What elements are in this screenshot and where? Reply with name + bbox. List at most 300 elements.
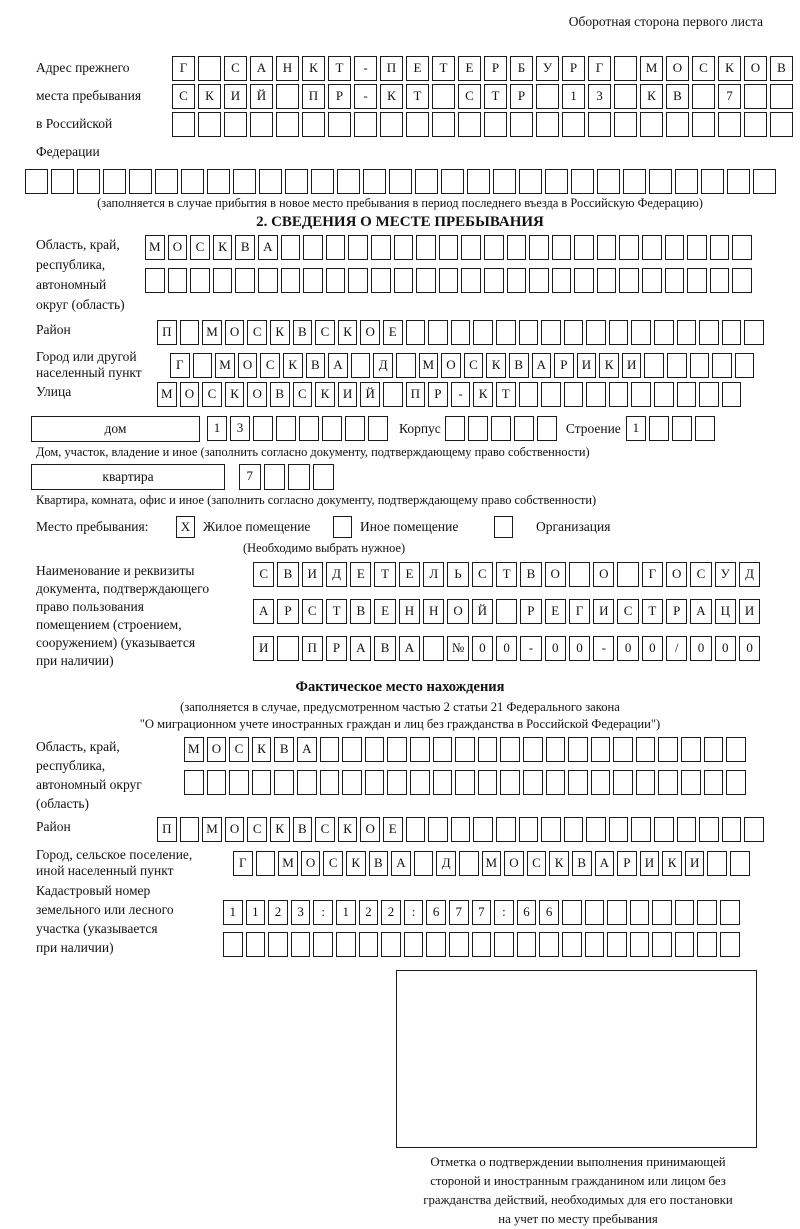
form-cell[interactable]: [348, 268, 368, 293]
form-cell[interactable]: Р: [666, 599, 687, 624]
form-cell[interactable]: [687, 268, 707, 293]
form-cell[interactable]: О: [225, 320, 245, 345]
form-cell[interactable]: [636, 770, 656, 795]
form-cell[interactable]: Т: [642, 599, 663, 624]
form-cell[interactable]: [654, 817, 674, 842]
form-cell[interactable]: [415, 169, 438, 194]
form-cell[interactable]: Г: [233, 851, 253, 876]
form-cell[interactable]: [441, 169, 464, 194]
form-cell[interactable]: Е: [545, 599, 566, 624]
form-cell[interactable]: [704, 770, 724, 795]
form-cell[interactable]: [519, 320, 539, 345]
form-cell[interactable]: К: [662, 851, 682, 876]
form-cell[interactable]: В: [293, 320, 313, 345]
form-cell[interactable]: М: [482, 851, 502, 876]
form-cell[interactable]: [665, 268, 685, 293]
form-cell[interactable]: М: [215, 353, 235, 378]
form-cell[interactable]: [496, 817, 516, 842]
form-cell[interactable]: Р: [510, 84, 533, 109]
form-cell[interactable]: [726, 770, 746, 795]
form-cell[interactable]: Г: [569, 599, 590, 624]
form-cell[interactable]: [451, 320, 471, 345]
form-cell[interactable]: [586, 382, 606, 407]
form-cell[interactable]: [455, 737, 475, 762]
form-cell[interactable]: [718, 112, 741, 137]
form-cell[interactable]: [223, 932, 243, 957]
form-cell[interactable]: -: [520, 636, 541, 661]
form-cell[interactable]: М: [202, 320, 222, 345]
form-cell[interactable]: -: [354, 56, 377, 81]
form-cell[interactable]: С: [692, 56, 715, 81]
form-cell[interactable]: [545, 169, 568, 194]
form-cell[interactable]: Д: [436, 851, 456, 876]
form-cell[interactable]: [461, 268, 481, 293]
form-cell[interactable]: [235, 268, 255, 293]
form-cell[interactable]: [681, 770, 701, 795]
form-cell[interactable]: [552, 235, 572, 260]
form-cell[interactable]: [406, 817, 426, 842]
form-cell[interactable]: О: [168, 235, 188, 260]
form-cell[interactable]: И: [338, 382, 358, 407]
form-cell[interactable]: [371, 235, 391, 260]
form-cell[interactable]: 7: [472, 900, 492, 925]
form-cell[interactable]: [274, 770, 294, 795]
form-cell[interactable]: [727, 169, 750, 194]
form-cell[interactable]: [313, 464, 335, 490]
form-cell[interactable]: [704, 737, 724, 762]
form-cell[interactable]: Р: [554, 353, 574, 378]
form-cell[interactable]: О: [247, 382, 267, 407]
form-cell[interactable]: [675, 169, 698, 194]
form-cell[interactable]: [517, 932, 537, 957]
form-cell[interactable]: И: [739, 599, 760, 624]
form-cell[interactable]: К: [473, 382, 493, 407]
form-cell[interactable]: Р: [562, 56, 585, 81]
form-cell[interactable]: [720, 932, 740, 957]
form-cell[interactable]: [394, 268, 414, 293]
form-cell[interactable]: 1: [562, 84, 585, 109]
form-cell[interactable]: [613, 737, 633, 762]
form-cell[interactable]: [410, 737, 430, 762]
form-cell[interactable]: Ь: [447, 562, 468, 587]
form-cell[interactable]: И: [593, 599, 614, 624]
form-cell[interactable]: К: [270, 817, 290, 842]
form-cell[interactable]: [675, 900, 695, 925]
form-cell[interactable]: [207, 770, 227, 795]
form-cell[interactable]: О: [360, 817, 380, 842]
form-cell[interactable]: В: [666, 84, 689, 109]
form-cell[interactable]: [496, 320, 516, 345]
form-cell[interactable]: [285, 169, 308, 194]
form-cell[interactable]: А: [532, 353, 552, 378]
apartment-type-box[interactable]: квартира: [31, 464, 225, 490]
form-cell[interactable]: [277, 636, 298, 661]
form-cell[interactable]: [536, 112, 559, 137]
form-cell[interactable]: С: [527, 851, 547, 876]
form-cell[interactable]: [433, 770, 453, 795]
form-cell[interactable]: [552, 268, 572, 293]
form-cell[interactable]: Т: [432, 56, 455, 81]
form-cell[interactable]: Т: [374, 562, 395, 587]
form-cell[interactable]: [371, 268, 391, 293]
form-cell[interactable]: [585, 900, 605, 925]
form-cell[interactable]: -: [593, 636, 614, 661]
form-cell[interactable]: Р: [326, 636, 347, 661]
form-cell[interactable]: О: [447, 599, 468, 624]
form-cell[interactable]: [722, 817, 742, 842]
form-cell[interactable]: [180, 320, 200, 345]
form-cell[interactable]: И: [253, 636, 274, 661]
form-cell[interactable]: В: [509, 353, 529, 378]
form-cell[interactable]: [224, 112, 247, 137]
form-cell[interactable]: [365, 770, 385, 795]
form-cell[interactable]: [614, 112, 637, 137]
form-cell[interactable]: [541, 817, 561, 842]
form-cell[interactable]: Т: [484, 84, 507, 109]
form-cell[interactable]: [644, 353, 664, 378]
form-cell[interactable]: М: [157, 382, 177, 407]
form-cell[interactable]: 0: [690, 636, 711, 661]
form-cell[interactable]: [649, 169, 672, 194]
form-cell[interactable]: [396, 353, 416, 378]
form-cell[interactable]: [473, 817, 493, 842]
house-type-box[interactable]: дом: [31, 416, 200, 442]
form-cell[interactable]: [326, 235, 346, 260]
form-cell[interactable]: [732, 235, 752, 260]
form-cell[interactable]: [363, 169, 386, 194]
form-cell[interactable]: [631, 817, 651, 842]
form-cell[interactable]: Й: [472, 599, 493, 624]
form-cell[interactable]: Н: [423, 599, 444, 624]
form-cell[interactable]: Й: [250, 84, 273, 109]
form-cell[interactable]: [564, 320, 584, 345]
form-cell[interactable]: [500, 737, 520, 762]
form-cell[interactable]: [423, 636, 444, 661]
form-cell[interactable]: [699, 320, 719, 345]
form-cell[interactable]: Р: [428, 382, 448, 407]
form-cell[interactable]: И: [640, 851, 660, 876]
form-cell[interactable]: [145, 268, 165, 293]
form-cell[interactable]: [568, 770, 588, 795]
form-cell[interactable]: [491, 416, 511, 441]
form-cell[interactable]: [459, 851, 479, 876]
form-cell[interactable]: [494, 932, 514, 957]
form-cell[interactable]: [25, 169, 48, 194]
form-cell[interactable]: [667, 353, 687, 378]
form-cell[interactable]: [730, 851, 750, 876]
form-cell[interactable]: -: [451, 382, 471, 407]
form-cell[interactable]: [414, 851, 434, 876]
form-cell[interactable]: С: [315, 817, 335, 842]
form-cell[interactable]: [250, 112, 273, 137]
form-cell[interactable]: И: [302, 562, 323, 587]
form-cell[interactable]: [722, 320, 742, 345]
form-cell[interactable]: [311, 169, 334, 194]
form-cell[interactable]: [387, 737, 407, 762]
form-cell[interactable]: В: [770, 56, 793, 81]
form-cell[interactable]: [313, 932, 333, 957]
form-cell[interactable]: [455, 770, 475, 795]
form-cell[interactable]: О: [207, 737, 227, 762]
form-cell[interactable]: [585, 932, 605, 957]
form-cell[interactable]: [259, 169, 282, 194]
form-cell[interactable]: [268, 932, 288, 957]
form-cell[interactable]: 3: [291, 900, 311, 925]
form-cell[interactable]: [320, 770, 340, 795]
form-cell[interactable]: [586, 320, 606, 345]
form-cell[interactable]: [722, 382, 742, 407]
form-cell[interactable]: 0: [496, 636, 517, 661]
form-cell[interactable]: [326, 268, 346, 293]
form-cell[interactable]: П: [406, 382, 426, 407]
form-cell[interactable]: [617, 562, 638, 587]
form-cell[interactable]: [569, 562, 590, 587]
form-cell[interactable]: [574, 235, 594, 260]
form-cell[interactable]: 1: [223, 900, 243, 925]
form-cell[interactable]: [473, 320, 493, 345]
form-cell[interactable]: /: [666, 636, 687, 661]
form-cell[interactable]: А: [399, 636, 420, 661]
form-cell[interactable]: [406, 112, 429, 137]
form-cell[interactable]: Н: [399, 599, 420, 624]
form-cell[interactable]: [472, 932, 492, 957]
form-cell[interactable]: 0: [569, 636, 590, 661]
form-cell[interactable]: [510, 112, 533, 137]
form-cell[interactable]: [699, 817, 719, 842]
form-cell[interactable]: [484, 112, 507, 137]
form-cell[interactable]: [303, 235, 323, 260]
form-cell[interactable]: 3: [588, 84, 611, 109]
form-cell[interactable]: Е: [374, 599, 395, 624]
form-cell[interactable]: С: [190, 235, 210, 260]
form-cell[interactable]: И: [224, 84, 247, 109]
form-cell[interactable]: О: [238, 353, 258, 378]
form-cell[interactable]: [744, 817, 764, 842]
form-cell[interactable]: В: [374, 636, 395, 661]
form-cell[interactable]: О: [360, 320, 380, 345]
form-cell[interactable]: [198, 56, 221, 81]
form-cell[interactable]: [692, 84, 715, 109]
form-cell[interactable]: [342, 770, 362, 795]
form-cell[interactable]: -: [354, 84, 377, 109]
form-cell[interactable]: С: [172, 84, 195, 109]
form-cell[interactable]: [591, 737, 611, 762]
form-cell[interactable]: У: [715, 562, 736, 587]
form-cell[interactable]: [467, 169, 490, 194]
form-cell[interactable]: [406, 320, 426, 345]
form-cell[interactable]: [574, 268, 594, 293]
form-cell[interactable]: С: [472, 562, 493, 587]
form-cell[interactable]: [381, 932, 401, 957]
form-cell[interactable]: [281, 268, 301, 293]
form-cell[interactable]: Е: [350, 562, 371, 587]
form-cell[interactable]: А: [258, 235, 278, 260]
form-cell[interactable]: [770, 84, 793, 109]
form-cell[interactable]: [458, 112, 481, 137]
form-cell[interactable]: [519, 169, 542, 194]
form-cell[interactable]: К: [283, 353, 303, 378]
form-cell[interactable]: С: [224, 56, 247, 81]
form-cell[interactable]: О: [504, 851, 524, 876]
form-cell[interactable]: [172, 112, 195, 137]
form-cell[interactable]: 1: [626, 416, 646, 441]
form-cell[interactable]: 7: [449, 900, 469, 925]
form-cell[interactable]: [666, 112, 689, 137]
form-cell[interactable]: С: [253, 562, 274, 587]
form-cell[interactable]: М: [640, 56, 663, 81]
form-cell[interactable]: Е: [383, 320, 403, 345]
form-cell[interactable]: [276, 84, 299, 109]
form-cell[interactable]: [478, 770, 498, 795]
form-cell[interactable]: К: [338, 817, 358, 842]
form-cell[interactable]: [588, 112, 611, 137]
form-cell[interactable]: [288, 464, 310, 490]
form-cell[interactable]: [586, 817, 606, 842]
form-cell[interactable]: 7: [239, 464, 261, 490]
form-cell[interactable]: Б: [510, 56, 533, 81]
form-cell[interactable]: [354, 112, 377, 137]
form-cell[interactable]: [433, 737, 453, 762]
form-cell[interactable]: Р: [484, 56, 507, 81]
form-cell[interactable]: [394, 235, 414, 260]
form-cell[interactable]: О: [545, 562, 566, 587]
form-cell[interactable]: К: [640, 84, 663, 109]
form-cell[interactable]: [168, 268, 188, 293]
form-cell[interactable]: С: [458, 84, 481, 109]
form-cell[interactable]: 0: [545, 636, 566, 661]
form-cell[interactable]: [299, 416, 319, 441]
form-cell[interactable]: [614, 56, 637, 81]
form-cell[interactable]: П: [157, 817, 177, 842]
form-cell[interactable]: М: [278, 851, 298, 876]
form-cell[interactable]: [507, 235, 527, 260]
form-cell[interactable]: [439, 268, 459, 293]
form-cell[interactable]: Г: [588, 56, 611, 81]
form-cell[interactable]: [614, 84, 637, 109]
form-cell[interactable]: Д: [373, 353, 393, 378]
form-cell[interactable]: О: [666, 562, 687, 587]
form-cell[interactable]: [276, 112, 299, 137]
form-cell[interactable]: [609, 320, 629, 345]
form-cell[interactable]: С: [229, 737, 249, 762]
form-cell[interactable]: Е: [399, 562, 420, 587]
form-cell[interactable]: К: [486, 353, 506, 378]
form-cell[interactable]: [496, 599, 517, 624]
form-cell[interactable]: :: [494, 900, 514, 925]
form-cell[interactable]: [541, 320, 561, 345]
form-cell[interactable]: [695, 416, 715, 441]
form-cell[interactable]: [478, 737, 498, 762]
form-cell[interactable]: 6: [539, 900, 559, 925]
form-cell[interactable]: К: [302, 56, 325, 81]
form-cell[interactable]: [445, 416, 465, 441]
form-cell[interactable]: [697, 932, 717, 957]
form-cell[interactable]: [190, 268, 210, 293]
form-cell[interactable]: [562, 112, 585, 137]
form-cell[interactable]: [348, 235, 368, 260]
form-cell[interactable]: В: [277, 562, 298, 587]
form-cell[interactable]: [129, 169, 152, 194]
form-cell[interactable]: У: [536, 56, 559, 81]
form-cell[interactable]: [368, 416, 388, 441]
checkbox-other-premises[interactable]: [333, 516, 352, 538]
form-cell[interactable]: [710, 235, 730, 260]
form-cell[interactable]: Н: [276, 56, 299, 81]
form-cell[interactable]: О: [593, 562, 614, 587]
form-cell[interactable]: [328, 112, 351, 137]
form-cell[interactable]: Д: [326, 562, 347, 587]
form-cell[interactable]: В: [293, 817, 313, 842]
form-cell[interactable]: [77, 169, 100, 194]
form-cell[interactable]: [677, 817, 697, 842]
form-cell[interactable]: К: [380, 84, 403, 109]
form-cell[interactable]: 2: [359, 900, 379, 925]
form-cell[interactable]: [649, 416, 669, 441]
form-cell[interactable]: 1: [246, 900, 266, 925]
form-cell[interactable]: [597, 235, 617, 260]
form-cell[interactable]: [337, 169, 360, 194]
form-cell[interactable]: [665, 235, 685, 260]
form-cell[interactable]: Г: [170, 353, 190, 378]
form-cell[interactable]: [697, 900, 717, 925]
form-cell[interactable]: К: [225, 382, 245, 407]
form-cell[interactable]: 1: [207, 416, 227, 441]
form-cell[interactable]: К: [718, 56, 741, 81]
form-cell[interactable]: К: [549, 851, 569, 876]
form-cell[interactable]: 0: [642, 636, 663, 661]
form-cell[interactable]: К: [198, 84, 221, 109]
form-cell[interactable]: [523, 770, 543, 795]
form-cell[interactable]: 0: [472, 636, 493, 661]
form-cell[interactable]: 0: [715, 636, 736, 661]
form-cell[interactable]: [546, 737, 566, 762]
form-cell[interactable]: [631, 382, 651, 407]
form-cell[interactable]: В: [369, 851, 389, 876]
form-cell[interactable]: [451, 817, 471, 842]
form-cell[interactable]: С: [202, 382, 222, 407]
form-cell[interactable]: :: [313, 900, 333, 925]
form-cell[interactable]: [652, 900, 672, 925]
form-cell[interactable]: [155, 169, 178, 194]
form-cell[interactable]: №: [447, 636, 468, 661]
form-cell[interactable]: Л: [423, 562, 444, 587]
form-cell[interactable]: [564, 382, 584, 407]
form-cell[interactable]: П: [302, 636, 323, 661]
form-cell[interactable]: [410, 770, 430, 795]
form-cell[interactable]: Е: [458, 56, 481, 81]
form-cell[interactable]: [597, 169, 620, 194]
form-cell[interactable]: [432, 84, 455, 109]
form-cell[interactable]: Ц: [715, 599, 736, 624]
form-cell[interactable]: [252, 770, 272, 795]
form-cell[interactable]: А: [391, 851, 411, 876]
form-cell[interactable]: [461, 235, 481, 260]
form-cell[interactable]: Й: [360, 382, 380, 407]
form-cell[interactable]: В: [235, 235, 255, 260]
form-cell[interactable]: [623, 169, 646, 194]
form-cell[interactable]: Р: [277, 599, 298, 624]
form-cell[interactable]: [258, 268, 278, 293]
form-cell[interactable]: [365, 737, 385, 762]
form-cell[interactable]: 2: [381, 900, 401, 925]
form-cell[interactable]: [416, 268, 436, 293]
form-cell[interactable]: [699, 382, 719, 407]
form-cell[interactable]: С: [302, 599, 323, 624]
form-cell[interactable]: [744, 112, 767, 137]
form-cell[interactable]: [681, 737, 701, 762]
form-cell[interactable]: [642, 268, 662, 293]
form-cell[interactable]: [707, 851, 727, 876]
